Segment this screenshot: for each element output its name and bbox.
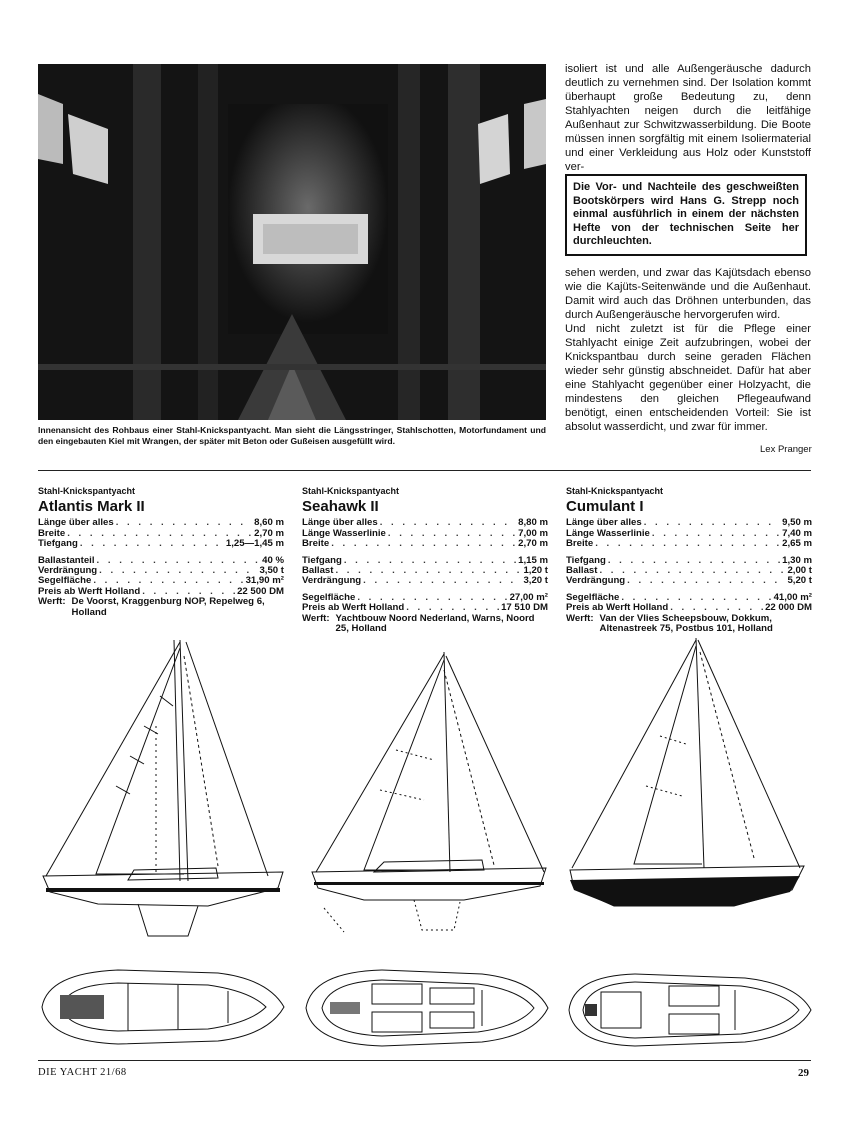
- spec-row: Länge über alles . . . 9,50 m: [566, 518, 812, 528]
- spec-atlantis: [38, 486, 284, 618]
- spec-row: Länge Wasserlinie . . . 7,40 m: [566, 529, 812, 539]
- spec-row: Tiefgang . . . 1,15 m: [302, 556, 548, 566]
- spec-row: Verdrängung . . . 3,20 t: [302, 576, 548, 586]
- spec-cumulant: [566, 486, 812, 634]
- spec-row: Länge über alles . . . 8,60 m: [38, 518, 284, 528]
- article-paragraph-2: sehen werden, und zwar das Kajütsdach ebenso wie die Kajüts-Seitenwände und die Außenhaut. Damit wird auch das Dröhnen unterbunden, das durch Außengeräusche hervorgerufen wird.: [565, 267, 811, 321]
- shipyard: Werft: Yachtbouw Noord Nederland, Warns, Noord 25, Holland: [302, 612, 535, 635]
- spec-row: Preis ab Werft Holland . . . 17 510 DM: [302, 603, 548, 613]
- spec-row: Verdrängung . . . 5,20 t: [566, 576, 812, 586]
- atlantis-deck-plan: [38, 965, 288, 1050]
- article-column-top: [565, 62, 811, 174]
- article-paragraph-3: Und nicht zuletzt ist für die Pflege einer Stahlyacht einige Zeit aufzubringen, wobei der Knickspantbau durch seine geraden Flächen wieder sehr günstig abschneidet. Dafür hat aber eine Stahlyacht gegenüber einer Holzyacht, die mindestens den gleichen Pflegeaufwand benötigt, einen entscheidenden Vorteil: Sie ist absolut wasserdicht, und zwar für immer.: [565, 323, 811, 433]
- spec-row: Ballastanteil . . . 40 %: [38, 556, 284, 566]
- spec-row: Breite . . . 2,70 m: [38, 529, 284, 539]
- spec-row: Preis ab Werft Holland . . . 22 500 DM: [38, 587, 284, 597]
- article-paragraph-1: isoliert ist und alle Außengeräusche dadurch deutlich zu vernehmen sind. Der Isolation kommt überhaupt große Bedeutung zu, denn Stahlyachten neigen durch die leitfähige Außenhaut zur Schwitzwasserbildung. Die Boote müssen innen sorgfältig mit einem Isoliermaterial und einer Verkleidung aus Holz oder Kunststoff ver-: [565, 63, 811, 173]
- spec-row: Segelfläche . . . 41,00 m²: [566, 593, 812, 603]
- spec-row: Länge über alles . . . 8,80 m: [302, 518, 548, 528]
- spec-row: Verdrängung . . . 3,50 t: [38, 566, 284, 576]
- boat-name: Cumulant I: [566, 498, 644, 516]
- spec-row: Preis ab Werft Holland . . . 22 000 DM: [566, 603, 812, 613]
- hull-interior-photo: [38, 64, 546, 420]
- atlantis-sail-plan: [38, 636, 288, 946]
- spec-row: Ballast . . . 1,20 t: [302, 566, 548, 576]
- spec-row: Länge Wasserlinie . . . 7,00 m: [302, 529, 548, 539]
- shipyard: Werft: De Voorst, Kraggenburg NOP, Repelweg 6, Holland: [38, 596, 265, 618]
- magazine-issue: DIE YACHT 21/68: [38, 1067, 127, 1078]
- spec-row: Tiefgang . . . 1,25—1,45 m: [38, 539, 284, 549]
- spec-row: Breite . . . 2,70 m: [302, 539, 548, 549]
- spec-kind: Stahl-Knickspantyacht: [566, 486, 664, 496]
- spec-row: Segelfläche . . . 27,00 m²: [302, 593, 548, 603]
- cumulant-deck-plan: [565, 970, 815, 1050]
- shipyard: Werft: Van der Vlies Scheepsbouw, Dokkum, Altenastreek 75, Postbus 101, Holland: [566, 612, 773, 635]
- spec-row: Ballast . . . 2,00 t: [566, 566, 812, 576]
- page-number: 29: [798, 1067, 809, 1079]
- cumulant-sail-plan: [564, 636, 814, 911]
- spec-kind: Stahl-Knickspantyacht: [302, 486, 400, 496]
- author-name: Lex Pranger: [760, 444, 812, 455]
- spec-row: Segelfläche . . . 31,90 m²: [38, 576, 284, 586]
- footer-divider: [38, 1060, 811, 1061]
- editor-note-box: Die Vor- und Nachteile des geschweißten Bootskörpers wird Hans G. Strepp noch einmal ausführlich in einem der nächsten Hefte von der technischen Seite her durchleuchten.: [565, 174, 807, 256]
- spec-seahawk: [302, 486, 548, 634]
- boat-name: Atlantis Mark II: [38, 498, 145, 516]
- spec-row: Tiefgang . . . 1,30 m: [566, 556, 812, 566]
- seahawk-sail-plan: [304, 650, 554, 940]
- article-column-bottom: [565, 266, 811, 434]
- photo-caption: Innenansicht des Rohbaus einer Stahl-Knickspantyacht. Man sieht die Längsstringer, Stahlschotten, Motorfundament und den eingebauten Kiel mit Wrangen, der später mit Beton oder Gußeisen ausgefüllt wird.: [38, 425, 546, 446]
- spec-kind: Stahl-Knickspantyacht: [38, 486, 136, 496]
- section-divider: [38, 470, 811, 471]
- boat-name: Seahawk II: [302, 498, 379, 516]
- seahawk-deck-plan: [302, 966, 552, 1051]
- spec-row: Breite . . . 2,65 m: [566, 539, 812, 549]
